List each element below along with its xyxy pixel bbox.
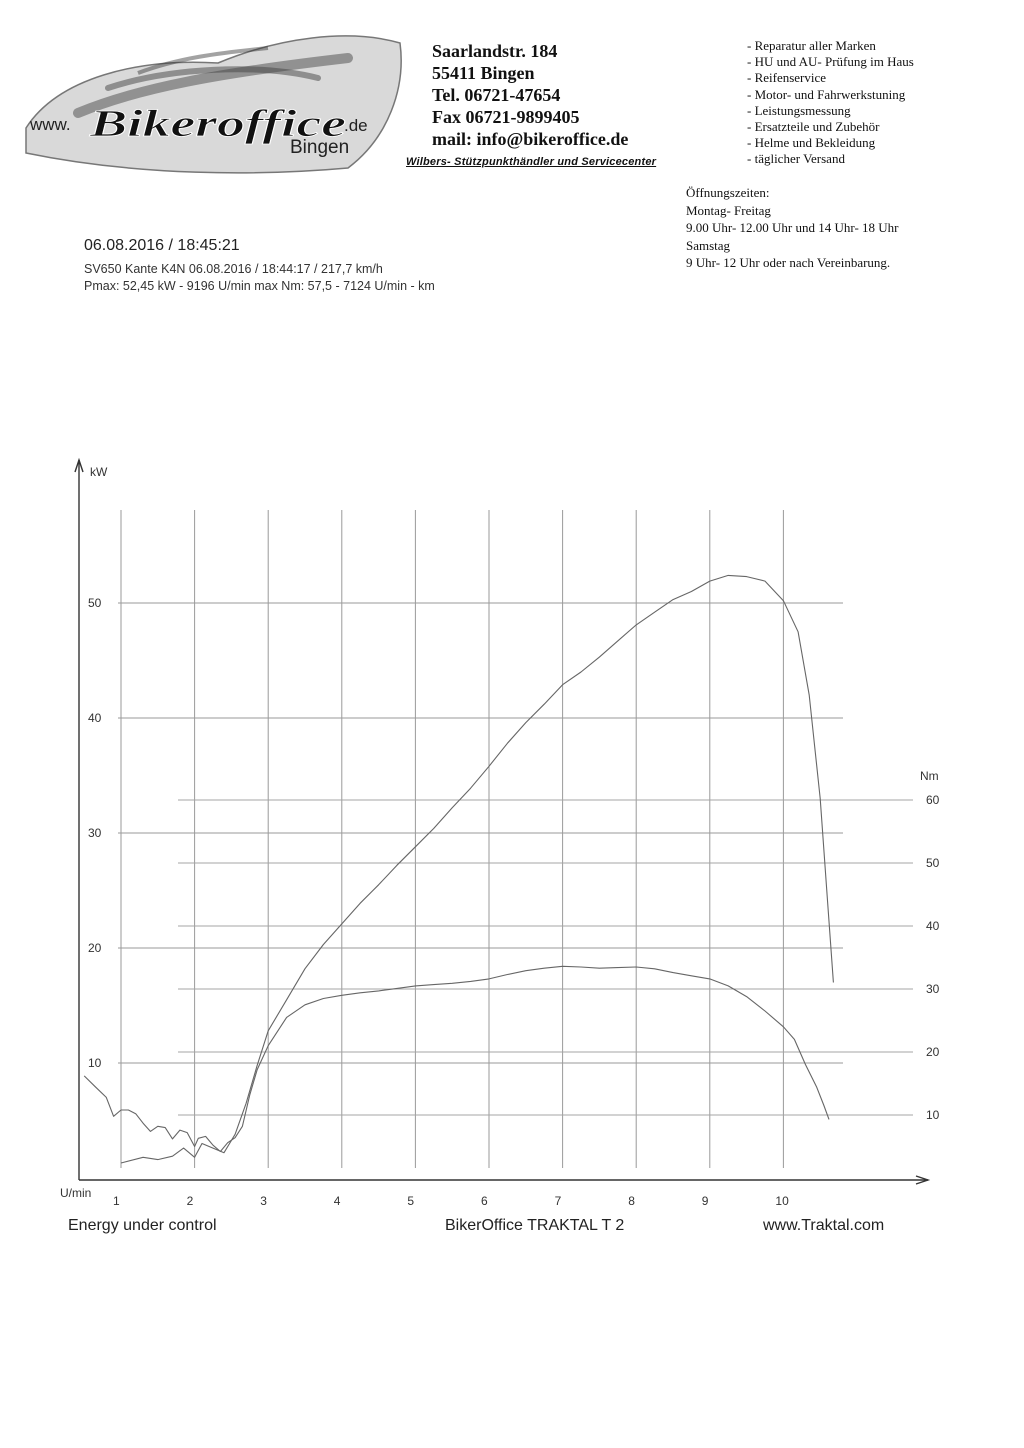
series bbox=[84, 575, 833, 1163]
axes bbox=[75, 460, 928, 1184]
y-tick-label: 30 bbox=[88, 826, 102, 840]
hours-line: 9 Uhr- 12 Uhr oder nach Vereinbarung. bbox=[686, 255, 891, 270]
run-info: SV650 Kante K4N 06.08.2016 / 18:44:17 / 217,7 km/h bbox=[84, 262, 383, 276]
y2-tick-label: 50 bbox=[926, 856, 940, 870]
logo-brand: Bikeroffice bbox=[88, 103, 347, 145]
contact-phone: Tel. 06721-47654 bbox=[432, 85, 561, 105]
x-tick-label: 8 bbox=[628, 1194, 635, 1208]
x-tick-label: 7 bbox=[554, 1194, 562, 1208]
x-tick-label: 2 bbox=[186, 1194, 194, 1208]
service-item: - Reparatur aller Marken bbox=[747, 38, 876, 53]
hours-line: 9.00 Uhr- 12.00 Uhr und 14 Uhr- 18 Uhr bbox=[686, 220, 899, 235]
hours-line: Samstag bbox=[686, 237, 731, 253]
torque-curve bbox=[84, 966, 829, 1151]
y-axis-label: kW bbox=[90, 465, 108, 479]
contact-city: 55411 Bingen bbox=[432, 63, 535, 83]
logo-city: Bingen bbox=[290, 137, 350, 158]
y-tick-label: 50 bbox=[88, 596, 102, 610]
contact-fax: Fax 06721-9899405 bbox=[432, 107, 580, 127]
run-datetime: 06.08.2016 / 18:45:21 bbox=[84, 237, 240, 254]
footer-website[interactable]: www.Traktal.com bbox=[763, 1217, 885, 1234]
service-item: - Leistungsmessung bbox=[747, 102, 851, 118]
service-item: - Reifenservice bbox=[747, 70, 827, 86]
contact-street: Saarlandstr. 184 bbox=[432, 41, 558, 61]
grid bbox=[118, 510, 913, 1168]
y-tick-label: 10 bbox=[88, 1056, 102, 1070]
power-curve bbox=[121, 575, 833, 1163]
y-tick-label: 40 bbox=[88, 711, 102, 725]
hours-title: Öffnungszeiten: bbox=[686, 185, 770, 200]
x-tick-label: 9 bbox=[701, 1194, 709, 1208]
contact-mail: mail: info@bikeroffice.de bbox=[432, 129, 629, 149]
x-axis-label: U/min bbox=[60, 1186, 92, 1200]
y2-tick-label: 40 bbox=[926, 919, 940, 933]
x-tick-label: 3 bbox=[260, 1194, 267, 1208]
x-tick-label: 5 bbox=[407, 1194, 415, 1208]
footer-slogan: Energy under control bbox=[68, 1217, 217, 1234]
service-item: - Helme und Bekleidung bbox=[747, 135, 876, 151]
y-tick-label: 20 bbox=[88, 941, 102, 955]
y2-tick-label: 60 bbox=[926, 793, 940, 807]
y2-tick-label: 20 bbox=[926, 1045, 940, 1059]
footer-product: BikerOffice TRAKTAL T 2 bbox=[445, 1217, 625, 1234]
service-item: - HU und AU- Prüfung im Haus bbox=[747, 54, 914, 70]
hours-line: Montag- Freitag bbox=[686, 202, 771, 218]
x-tick-label: 4 bbox=[333, 1194, 341, 1208]
x-tick-label: 1 bbox=[113, 1194, 120, 1208]
service-item: - Ersatzteile und Zubehör bbox=[747, 119, 880, 135]
service-item: - täglicher Versand bbox=[747, 151, 845, 167]
service-item: - Motor- und Fahrwerkstuning bbox=[747, 86, 906, 102]
logo-suffix: .de bbox=[344, 116, 368, 135]
logo-www: www. bbox=[30, 115, 71, 134]
tagline: Wilbers- Stützpunkthändler und Servicecenter bbox=[406, 156, 657, 168]
y2-tick-label: 10 bbox=[926, 1108, 940, 1122]
y2-axis-label: Nm bbox=[920, 769, 939, 783]
tick-labels bbox=[60, 465, 940, 1208]
x-tick-label: 10 bbox=[775, 1194, 789, 1208]
run-peaks: Pmax: 52,45 kW - 9196 U/min max Nm: 57,5 - 7124 U/min - km bbox=[84, 279, 435, 293]
x-tick-label: 6 bbox=[481, 1194, 488, 1208]
y2-tick-label: 30 bbox=[926, 982, 940, 996]
